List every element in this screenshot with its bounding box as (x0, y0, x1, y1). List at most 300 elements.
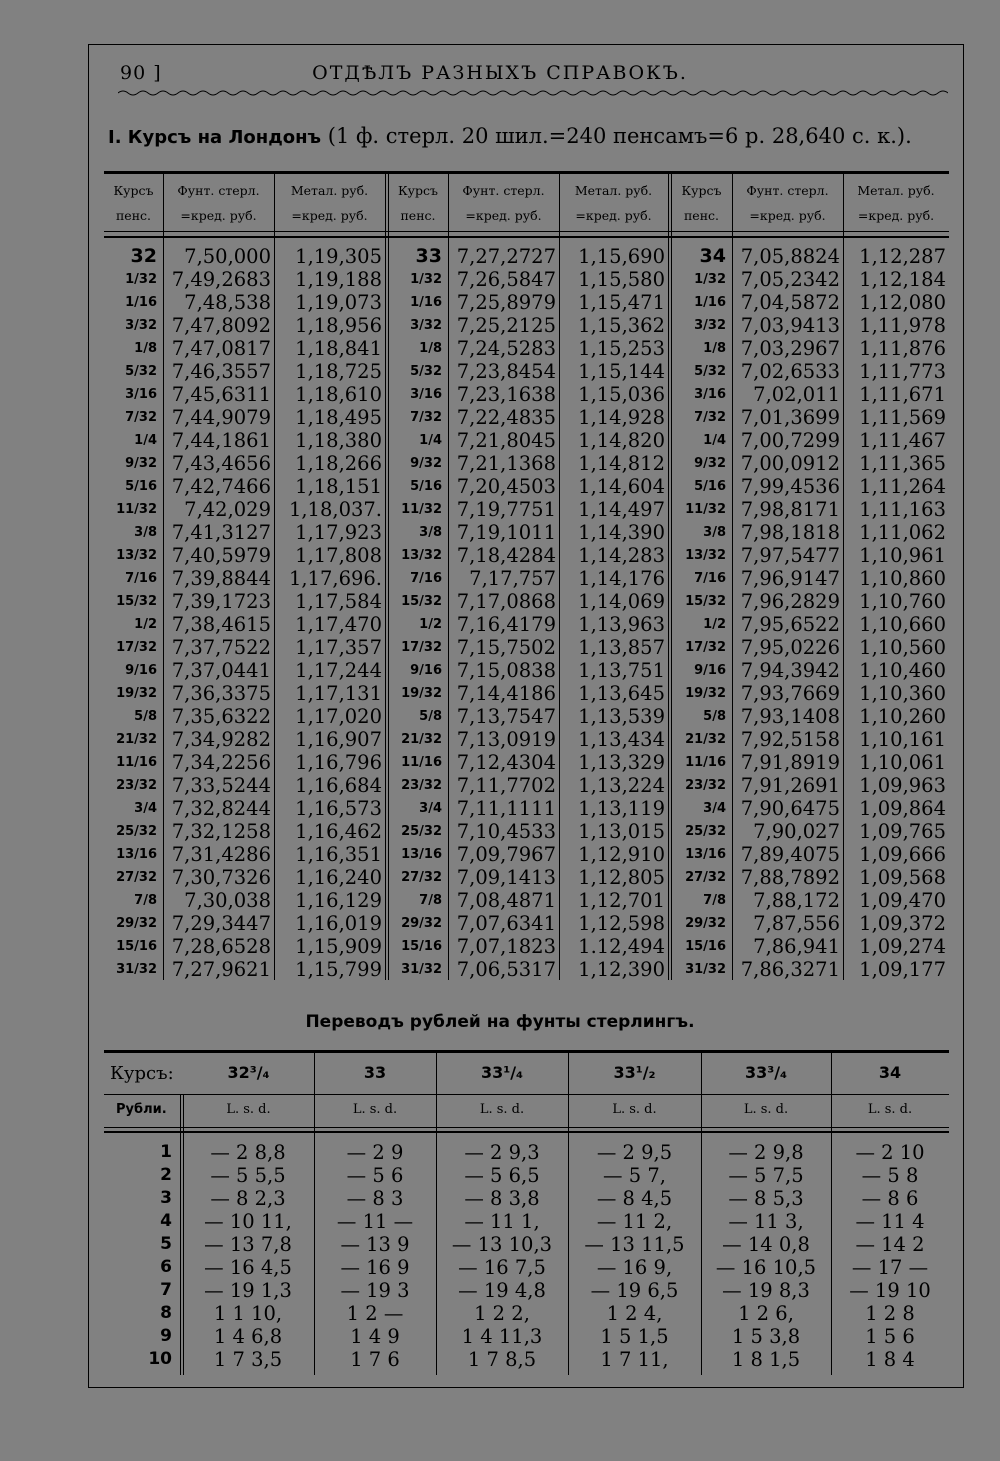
metal-credit-cell: 1,17,357 (295, 636, 382, 659)
rate-pence-cell: 29/32 (685, 916, 726, 931)
pound-credit-cell: 7,39,1723 (171, 590, 271, 613)
table-row (104, 245, 949, 268)
pounds-shillings-pence-cell: — 8 3 (346, 1187, 404, 1210)
pound-credit-cell: 7,11,1111 (456, 797, 556, 820)
pound-credit-cell: 7,30,7326 (171, 866, 271, 889)
pound-credit-cell: 7,94,3942 (740, 659, 840, 682)
pound-credit-cell: 7,09,1413 (456, 866, 556, 889)
rate-pence-cell: 31/32 (401, 962, 442, 977)
running-title: ОТДѢЛЪ РАЗНЫХЪ СПРАВОКЪ. (312, 62, 688, 84)
rate-pence-cell: 21/32 (401, 732, 442, 747)
rate-column-header: 33¹/₄ (480, 1063, 524, 1082)
pound-credit-cell: 7,44,1861 (171, 429, 271, 452)
table-row (104, 406, 949, 429)
rate-pence-cell: 7/8 (703, 893, 726, 908)
rate-pence-cell: 7/8 (134, 893, 157, 908)
metal-credit-cell: 1,10,961 (859, 544, 946, 567)
pounds-shillings-pence-cell: 1 7 11, (600, 1348, 669, 1371)
pounds-shillings-pence-cell: — 14 0,8 (722, 1233, 810, 1256)
pounds-shillings-pence-cell: — 10 11, (204, 1210, 292, 1233)
pound-credit-cell: 7,45,6311 (171, 383, 271, 406)
pound-credit-cell: 7,07,6341 (456, 912, 556, 935)
rate-pence-cell: 13/16 (401, 847, 442, 862)
pound-credit-cell: 7,48,538 (184, 291, 271, 314)
pounds-shillings-pence-cell: — 5 5,5 (210, 1164, 286, 1187)
table-row (104, 567, 949, 590)
pound-credit-cell: 7,86,3271 (740, 958, 840, 981)
rate-pence-cell: 9/32 (125, 456, 157, 471)
rate-pence-cell: 7/32 (410, 410, 442, 425)
pound-credit-cell: 7,18,4284 (456, 544, 556, 567)
column-header-line: пенс. (400, 208, 436, 223)
pound-credit-cell: 7,91,2691 (740, 774, 840, 797)
pounds-shillings-pence-cell: — 2 8,8 (210, 1141, 286, 1164)
pound-credit-cell: 7,05,8824 (740, 245, 840, 268)
rubles-cell: 4 (160, 1211, 172, 1231)
metal-credit-cell: 1,14,176 (578, 567, 665, 590)
column-header-line: Фунт. стерл. (746, 183, 829, 198)
lsd-subheader: L. s. d. (352, 1102, 398, 1117)
pound-credit-cell: 7,20,4503 (456, 475, 556, 498)
table-row (104, 475, 949, 498)
metal-credit-cell: 1,10,860 (859, 567, 946, 590)
metal-credit-cell: 1,16,573 (295, 797, 382, 820)
rate-pence-cell: 29/32 (401, 916, 442, 931)
rate-pence-cell: 5/16 (410, 479, 442, 494)
rate-pence-cell: 15/16 (116, 939, 157, 954)
rate-pence-cell: 21/32 (685, 732, 726, 747)
rate-pence-cell: 17/32 (401, 640, 442, 655)
rate-pence-cell: 27/32 (116, 870, 157, 885)
pounds-shillings-pence-cell: 1 7 6 (350, 1348, 400, 1371)
rate-pence-cell: 17/32 (116, 640, 157, 655)
rate-pence-cell: 11/32 (116, 502, 157, 517)
rate-pence-cell: 1/32 (125, 272, 157, 287)
page-number: 90 ] (120, 62, 162, 84)
pounds-shillings-pence-cell: 1 1 10, (213, 1302, 283, 1325)
table-row (104, 1325, 949, 1348)
pounds-shillings-pence-cell: — 5 7,5 (728, 1164, 804, 1187)
pound-credit-cell: 7,39,8844 (171, 567, 271, 590)
rate-pence-cell: 1/16 (694, 295, 726, 310)
metal-credit-cell: 1,11,569 (859, 406, 946, 429)
pounds-shillings-pence-cell: — 2 10 (855, 1141, 925, 1164)
pounds-shillings-pence-cell: 1 2 6, (738, 1302, 794, 1325)
rate-pence-cell: 13/32 (401, 548, 442, 563)
pounds-shillings-pence-cell: — 5 6,5 (464, 1164, 540, 1187)
pounds-shillings-pence-cell: — 19 1,3 (204, 1279, 292, 1302)
pound-credit-cell: 7,14,4186 (456, 682, 556, 705)
lsd-subheader: L. s. d. (612, 1102, 657, 1117)
column-header-line: =кред. руб. (465, 208, 542, 223)
pound-credit-cell: 7,00,0912 (740, 452, 840, 475)
rate-pence-cell: 3/32 (410, 318, 442, 333)
metal-credit-cell: 1,14,812 (578, 452, 665, 475)
pounds-shillings-pence-cell: — 19 4,8 (458, 1279, 546, 1302)
rate-pence-cell: 1/32 (694, 272, 726, 287)
pounds-shillings-pence-cell: — 2 9,5 (596, 1141, 673, 1164)
metal-credit-cell: 1,18,037. (288, 498, 382, 521)
pound-credit-cell: 7,19,1011 (456, 521, 556, 544)
rate-column-header: 33¹/₂ (613, 1063, 656, 1082)
metal-credit-cell: 1.12,494 (578, 935, 665, 958)
rubli-label: Рубли. (116, 1102, 167, 1117)
rate-pence-cell: 15/32 (116, 594, 157, 609)
metal-credit-cell: 1,17,131 (295, 682, 382, 705)
pound-credit-cell: 7,05,2342 (740, 268, 840, 291)
metal-credit-cell: 1,17,584 (295, 590, 382, 613)
metal-credit-cell: 1,10,161 (859, 728, 946, 751)
lsd-subheader: L. s. d. (479, 1102, 525, 1117)
metal-credit-cell: 1,14,283 (578, 544, 665, 567)
pound-credit-cell: 7,12,4304 (456, 751, 556, 774)
rate-pence-cell: 21/32 (116, 732, 157, 747)
rate-pence-cell: 3/8 (134, 525, 157, 540)
column-header (843, 178, 949, 228)
column-header (559, 178, 668, 228)
rate-pence-cell: 15/32 (685, 594, 726, 609)
pound-credit-cell: 7,88,7892 (740, 866, 840, 889)
metal-credit-cell: 1,11,264 (859, 475, 946, 498)
table1-header-rule (104, 231, 949, 232)
pound-credit-cell: 7,03,2967 (740, 337, 840, 360)
table1-top-rule (104, 171, 949, 174)
metal-credit-cell: 1,17,470 (295, 613, 382, 636)
pounds-shillings-pence-cell: — 8 5,3 (728, 1187, 804, 1210)
column-header-line: =кред. руб. (749, 208, 826, 223)
pound-credit-cell: 7,97,5477 (740, 544, 840, 567)
rate-pence-cell: 9/16 (125, 663, 157, 678)
pounds-shillings-pence-cell: — 8 2,3 (210, 1187, 286, 1210)
metal-credit-cell: 1,11,163 (859, 498, 946, 521)
rate-pence-cell: 11/16 (401, 755, 442, 770)
pound-credit-cell: 7,15,0838 (456, 659, 556, 682)
metal-credit-cell: 1,13,119 (578, 797, 665, 820)
metal-credit-cell: 1,15,471 (578, 291, 665, 314)
metal-credit-cell: 1,12,080 (859, 291, 946, 314)
metal-credit-cell: 1,12,184 (859, 268, 946, 291)
pounds-shillings-pence-cell: — 16 7,5 (458, 1256, 546, 1279)
pound-credit-cell: 7,42,7466 (171, 475, 271, 498)
pound-credit-cell: 7,32,1258 (171, 820, 271, 843)
pounds-shillings-pence-cell: — 11 3, (728, 1210, 804, 1233)
table-row (104, 866, 949, 889)
metal-credit-cell: 1,15,909 (295, 935, 382, 958)
metal-credit-cell: 1,11,467 (859, 429, 946, 452)
rubles-cell: 3 (160, 1188, 172, 1208)
rubles-cell: 8 (160, 1303, 172, 1323)
metal-credit-cell: 1,17,020 (295, 705, 382, 728)
rate-pence-cell: 3/8 (419, 525, 442, 540)
metal-credit-cell: 1,09,864 (859, 797, 946, 820)
pounds-shillings-pence-cell: — 19 10 (849, 1279, 931, 1302)
rate-pence-cell: 1/8 (703, 341, 726, 356)
pound-credit-cell: 7,98,1818 (740, 521, 840, 544)
rate-pence-cell: 7/32 (694, 410, 726, 425)
metal-credit-cell: 1,18,610 (295, 383, 382, 406)
pounds-shillings-pence-cell: — 13 11,5 (584, 1233, 685, 1256)
metal-credit-cell: 1,10,760 (859, 590, 946, 613)
lsd-subheader: L. s. d. (743, 1102, 789, 1117)
pound-credit-cell: 7,86,941 (753, 935, 840, 958)
section-title-bold: I. Курсъ на Лондонъ (108, 127, 322, 148)
rate-pence-cell: 15/32 (401, 594, 442, 609)
rate-pence-cell: 9/32 (694, 456, 726, 471)
kurs-label: Курсъ: (110, 1063, 174, 1084)
rate-pence-cell: 3/16 (125, 387, 157, 402)
metal-credit-cell: 1,09,372 (859, 912, 946, 935)
metal-credit-cell: 1,11,365 (859, 452, 946, 475)
metal-credit-cell: 1,14,928 (578, 406, 665, 429)
table-row (104, 1210, 949, 1233)
metal-credit-cell: 1,17,808 (295, 544, 382, 567)
rate-pence-cell: 15/16 (401, 939, 442, 954)
pounds-shillings-pence-cell: 1 8 1,5 (731, 1348, 801, 1371)
pounds-shillings-pence-cell: 1 7 3,5 (213, 1348, 283, 1371)
rubles-cell: 9 (160, 1326, 172, 1346)
rate-pence-cell: 5/16 (125, 479, 157, 494)
pounds-shillings-pence-cell: — 2 9,8 (728, 1141, 804, 1164)
rate-pence-cell: 1/8 (419, 341, 442, 356)
rate-pence-cell: 1/8 (134, 341, 157, 356)
pound-credit-cell: 7,22,4835 (456, 406, 556, 429)
table-row (104, 544, 949, 567)
pounds-shillings-pence-cell: — 5 6 (346, 1164, 404, 1187)
metal-credit-cell: 1,15,799 (295, 958, 382, 981)
rate-pence-cell: 19/32 (685, 686, 726, 701)
table-row (104, 521, 949, 544)
rate-pence-cell: 9/16 (694, 663, 726, 678)
metal-credit-cell: 1,15,690 (578, 245, 665, 268)
table2-header-rule (104, 1094, 949, 1095)
rate-pence-cell: 3/4 (703, 801, 726, 816)
table-row (104, 705, 949, 728)
rubles-cell: 10 (148, 1349, 172, 1369)
column-header-line: Метал. руб. (574, 183, 653, 198)
metal-credit-cell: 1,18,266 (295, 452, 382, 475)
pound-credit-cell: 7,17,757 (469, 567, 556, 590)
pound-credit-cell: 7,89,4075 (740, 843, 840, 866)
pound-credit-cell: 7,03,9413 (740, 314, 840, 337)
pound-credit-cell: 7,02,6533 (740, 360, 840, 383)
metal-credit-cell: 1,16,240 (295, 866, 382, 889)
pound-credit-cell: 7,47,8092 (171, 314, 271, 337)
metal-credit-cell: 1,16,684 (295, 774, 382, 797)
rate-pence-cell: 3/16 (410, 387, 442, 402)
table-row (104, 1348, 949, 1371)
metal-credit-cell: 1,17,923 (295, 521, 382, 544)
pounds-shillings-pence-cell: — 16 9 (340, 1256, 410, 1279)
table-row (104, 935, 949, 958)
table-row (104, 889, 949, 912)
metal-credit-cell: 1,09,963 (859, 774, 946, 797)
metal-credit-cell: 1,18,956 (295, 314, 382, 337)
pounds-shillings-pence-cell: 1 5 6 (865, 1325, 915, 1348)
metal-credit-cell: 1,14,390 (578, 521, 665, 544)
pound-credit-cell: 7,25,8979 (456, 291, 556, 314)
pound-credit-cell: 7,02,011 (753, 383, 840, 406)
rate-column-header: 32³/₄ (227, 1063, 270, 1082)
pounds-shillings-pence-cell: 1 2 — (346, 1302, 404, 1325)
rate-pence-cell: 1/4 (134, 433, 157, 448)
metal-credit-cell: 1,12,598 (578, 912, 665, 935)
table-row (104, 1256, 949, 1279)
column-header-line: =кред. руб. (180, 208, 257, 223)
pounds-shillings-pence-cell: 1 5 3,8 (731, 1325, 801, 1348)
metal-credit-cell: 1,09,470 (859, 889, 946, 912)
pounds-shillings-pence-cell: — 13 7,8 (204, 1233, 292, 1256)
rate-pence-cell: 1/16 (125, 295, 157, 310)
table-row (104, 1164, 949, 1187)
metal-credit-cell: 1,15,253 (578, 337, 665, 360)
rate-pence-cell: 1/2 (703, 617, 726, 632)
pound-credit-cell: 7,88,172 (753, 889, 840, 912)
conversion-table (104, 1141, 949, 1371)
metal-credit-cell: 1,09,666 (859, 843, 946, 866)
pounds-shillings-pence-cell: — 13 10,3 (451, 1233, 553, 1256)
pounds-shillings-pence-cell: — 19 6,5 (590, 1279, 679, 1302)
metal-credit-cell: 1,16,907 (295, 728, 382, 751)
rate-pence-cell: 11/16 (116, 755, 157, 770)
rate-pence-cell: 7/16 (125, 571, 157, 586)
column-header (388, 178, 448, 228)
metal-credit-cell: 1,15,362 (578, 314, 665, 337)
table-row (104, 797, 949, 820)
metal-credit-cell: 1,13,434 (578, 728, 665, 751)
pound-credit-cell: 7,27,2727 (456, 245, 556, 268)
metal-credit-cell: 1,18,841 (295, 337, 382, 360)
pound-credit-cell: 7,35,6322 (171, 705, 271, 728)
metal-credit-cell: 1,12,701 (578, 889, 665, 912)
pounds-shillings-pence-cell: 1 2 4, (606, 1302, 663, 1325)
rate-pence-cell: 9/16 (410, 663, 442, 678)
rate-pence-cell: 31/32 (685, 962, 726, 977)
metal-credit-cell: 1,10,260 (859, 705, 946, 728)
pound-credit-cell: 7,96,9147 (740, 567, 840, 590)
metal-credit-cell: 1,15,036 (578, 383, 665, 406)
column-header-line: пенс. (115, 208, 152, 223)
pound-credit-cell: 7,08,4871 (456, 889, 556, 912)
table-row (104, 314, 949, 337)
metal-credit-cell: 1,15,144 (578, 360, 665, 383)
pound-credit-cell: 7,11,7702 (456, 774, 556, 797)
table-row (104, 820, 949, 843)
column-header-line: Метал. руб. (290, 183, 369, 198)
rate-pence-cell: 1/4 (419, 433, 442, 448)
metal-credit-cell: 1,13,015 (578, 820, 665, 843)
pound-credit-cell: 7,21,8045 (456, 429, 556, 452)
pound-credit-cell: 7,95,0226 (740, 636, 840, 659)
rate-pence-cell: 1/4 (703, 433, 726, 448)
pound-credit-cell: 7,47,0817 (171, 337, 271, 360)
pound-credit-cell: 7,37,7522 (171, 636, 271, 659)
pound-credit-cell: 7,04,5872 (740, 291, 840, 314)
rate-column-header: 34 (878, 1063, 902, 1082)
pound-credit-cell: 7,31,4286 (171, 843, 271, 866)
metal-credit-cell: 1,19,073 (295, 291, 382, 314)
metal-credit-cell: 1,18,495 (295, 406, 382, 429)
column-header (104, 178, 163, 228)
metal-credit-cell: 1,19,305 (295, 245, 382, 268)
rate-pence-cell: 3/32 (125, 318, 157, 333)
column-header-line: Курсъ (113, 183, 154, 198)
pound-credit-cell: 7,13,7547 (456, 705, 556, 728)
table2-top-rule (104, 1050, 949, 1053)
pounds-shillings-pence-cell: — 8 4,5 (596, 1187, 673, 1210)
pounds-shillings-pence-cell: — 16 9, (596, 1256, 673, 1279)
rate-pence-cell: 5/8 (703, 709, 726, 724)
rate-pence-cell: 27/32 (401, 870, 442, 885)
metal-credit-cell: 1,16,796 (295, 751, 382, 774)
rate-pence-cell: 1/2 (419, 617, 442, 632)
pound-credit-cell: 7,16,4179 (456, 613, 556, 636)
metal-credit-cell: 1,12,390 (578, 958, 665, 981)
pound-credit-cell: 7,09,7967 (456, 843, 556, 866)
table-row (104, 268, 949, 291)
rate-pence-cell: 13/32 (116, 548, 157, 563)
pound-credit-cell: 7,00,7299 (740, 429, 840, 452)
rate-pence-cell: 5/8 (419, 709, 442, 724)
metal-credit-cell: 1,13,963 (578, 613, 665, 636)
table-row (104, 590, 949, 613)
metal-credit-cell: 1,13,224 (578, 774, 665, 797)
metal-credit-cell: 1,16,019 (295, 912, 382, 935)
pound-credit-cell: 7,17,0868 (456, 590, 556, 613)
column-header-line: =кред. руб. (575, 208, 652, 223)
metal-credit-cell: 1,14,604 (578, 475, 665, 498)
pound-credit-cell: 7,32,8244 (171, 797, 271, 820)
pound-credit-cell: 7,38,4615 (171, 613, 271, 636)
pound-credit-cell: 7,29,3447 (171, 912, 271, 935)
table-row (104, 751, 949, 774)
rate-pence-cell: 17/32 (685, 640, 726, 655)
pounds-shillings-pence-cell: — 19 8,3 (722, 1279, 810, 1302)
metal-credit-cell: 1,10,560 (859, 636, 946, 659)
metal-credit-cell: 1,12,910 (578, 843, 665, 866)
pound-credit-cell: 7,06,5317 (456, 958, 556, 981)
exchange-rate-table (104, 245, 949, 981)
rate-pence-cell: 3/4 (419, 801, 442, 816)
pound-credit-cell: 7,23,1638 (456, 383, 556, 406)
rate-pence-cell: 5/32 (410, 364, 442, 379)
rate-pence-cell: 5/8 (134, 709, 157, 724)
pound-credit-cell: 7,46,3557 (171, 360, 271, 383)
rate-pence-cell: 23/32 (685, 778, 726, 793)
rate-pence-cell: 27/32 (685, 870, 726, 885)
pound-credit-cell: 7,42,029 (184, 498, 271, 521)
rate-column-header: 33³/₄ (744, 1063, 788, 1082)
table-row (104, 383, 949, 406)
rate-pence-cell: 25/32 (685, 824, 726, 839)
pound-credit-cell: 7,41,3127 (171, 521, 271, 544)
metal-credit-cell: 1,14,497 (578, 498, 665, 521)
pound-credit-cell: 7,95,6522 (740, 613, 840, 636)
table2-sub-rule (104, 1127, 949, 1128)
metal-credit-cell: 1,13,329 (578, 751, 665, 774)
pounds-shillings-pence-cell: — 5 8 (861, 1164, 919, 1187)
pound-credit-cell: 7,87,556 (753, 912, 840, 935)
lsd-subheader: L. s. d. (867, 1102, 913, 1117)
metal-credit-cell: 1,10,360 (859, 682, 946, 705)
table-row (104, 1187, 949, 1210)
table2-sub-rule-2 (104, 1131, 949, 1133)
rate-pence-cell: 33 (415, 245, 442, 267)
rate-pence-cell: 1/16 (410, 295, 442, 310)
rate-pence-cell: 1/32 (410, 272, 442, 287)
rubles-cell: 1 (160, 1142, 172, 1162)
pound-credit-cell: 7,34,9282 (171, 728, 271, 751)
metal-credit-cell: 1,15,580 (578, 268, 665, 291)
